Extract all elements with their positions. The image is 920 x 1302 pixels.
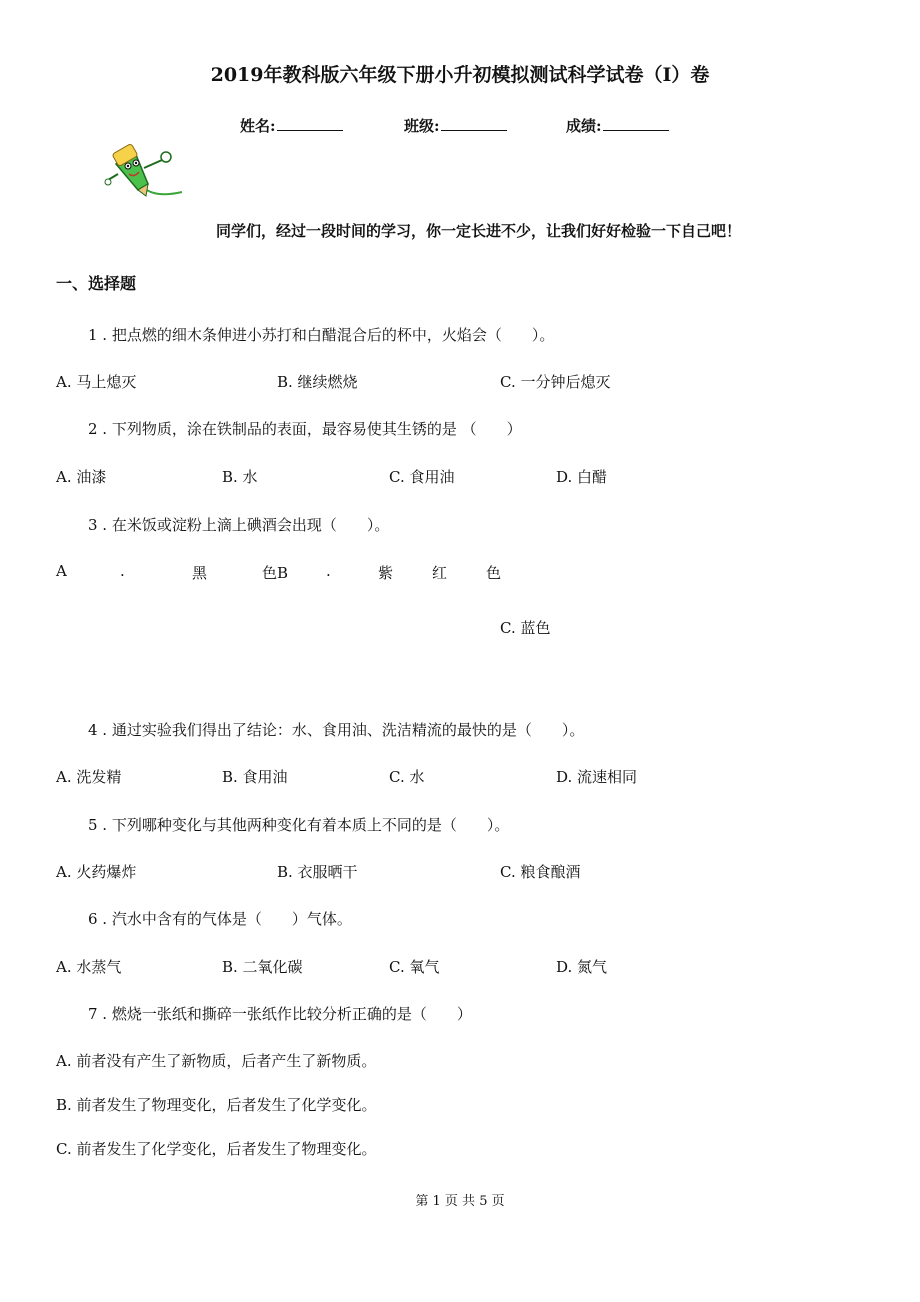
q3-fragment-red: 红 (432, 564, 448, 582)
score-label: 成绩: (566, 117, 602, 135)
page-footer: 第 1 页 共 5 页 (415, 1194, 505, 1209)
q2-option-a: A. 油漆 (56, 468, 107, 486)
q1-option-a: A. 马上熄灭 (56, 373, 137, 391)
q6-option-d: D. 氮气 (556, 958, 608, 976)
pencil-mascot-icon (104, 140, 186, 206)
greeting-text: 同学们，经过一段时间的学习，你一定长进不少，让我们好好检验一下自己吧！ (216, 222, 742, 240)
class-field (404, 115, 507, 136)
class-label: 班级: (404, 117, 440, 135)
q3-fragment-color-b: 色B (262, 564, 289, 582)
name-blank (277, 116, 343, 131)
q3-fragment-dot1: . (120, 562, 125, 580)
q4-option-c: C. 水 (389, 768, 425, 786)
q6-option-c: C. 氧气 (389, 958, 440, 976)
q3-fragment-a: A (56, 562, 67, 580)
q2-option-d: D. 白醋 (556, 468, 608, 486)
question-1: 1 . 把点燃的细木条伸进小苏打和白醋混合后的杯中，火焰会（ ）。 (88, 326, 555, 344)
score-field (566, 115, 669, 136)
q3-fragment-purple: 紫 (378, 564, 394, 582)
score-blank (603, 116, 669, 131)
q4-option-b: B. 食用油 (222, 768, 288, 786)
q4-option-a: A. 洗发精 (56, 768, 122, 786)
page-title: 2019年教科版六年级下册小升初模拟测试科学试卷（I）卷 (210, 64, 710, 86)
question-2: 2 . 下列物质，涂在铁制品的表面，最容易使其生锈的是 （ ） (88, 420, 522, 438)
q7-option-b: B. 前者发生了物理变化，后者发生了化学变化。 (56, 1096, 377, 1114)
q6-option-b: B. 二氧化碳 (222, 958, 303, 976)
question-3: 3 . 在米饭或淀粉上滴上碘酒会出现（ ）。 (88, 516, 390, 534)
q7-option-a: A. 前者没有产生了新物质，后者产生了新物质。 (56, 1052, 377, 1070)
question-4: 4 . 通过实验我们得出了结论：水、食用油、洗洁精流的最快的是（ ）。 (88, 721, 585, 739)
q5-option-b: B. 衣服晒干 (277, 863, 358, 881)
section-title: 一、选择题 (56, 274, 137, 293)
q2-option-c: C. 食用油 (389, 468, 455, 486)
name-field (240, 115, 343, 136)
q3-option-c: C. 蓝色 (500, 619, 551, 637)
q1-option-b: B. 继续燃烧 (277, 373, 358, 391)
q3-fragment-black: 黑 (192, 564, 208, 582)
q7-option-c: C. 前者发生了化学变化，后者发生了物理变化。 (56, 1140, 377, 1158)
class-blank (441, 116, 507, 131)
q1-option-c: C. 一分钟后熄灭 (500, 373, 611, 391)
q3-fragment-color: 色 (486, 564, 502, 582)
question-5: 5 . 下列哪种变化与其他两种变化有着本质上不同的是（ ）。 (88, 816, 510, 834)
q4-option-d: D. 流速相同 (556, 768, 638, 786)
q5-option-c: C. 粮食酿酒 (500, 863, 581, 881)
q3-fragment-dot2: . (326, 562, 331, 580)
q2-option-b: B. 水 (222, 468, 258, 486)
question-6: 6 . 汽水中含有的气体是（ ）气体。 (88, 910, 352, 928)
name-label: 姓名: (240, 117, 276, 135)
question-7: 7 . 燃烧一张纸和撕碎一张纸作比较分析正确的是（ ） (88, 1005, 472, 1023)
q5-option-a: A. 火药爆炸 (56, 863, 137, 881)
q6-option-a: A. 水蒸气 (56, 958, 122, 976)
